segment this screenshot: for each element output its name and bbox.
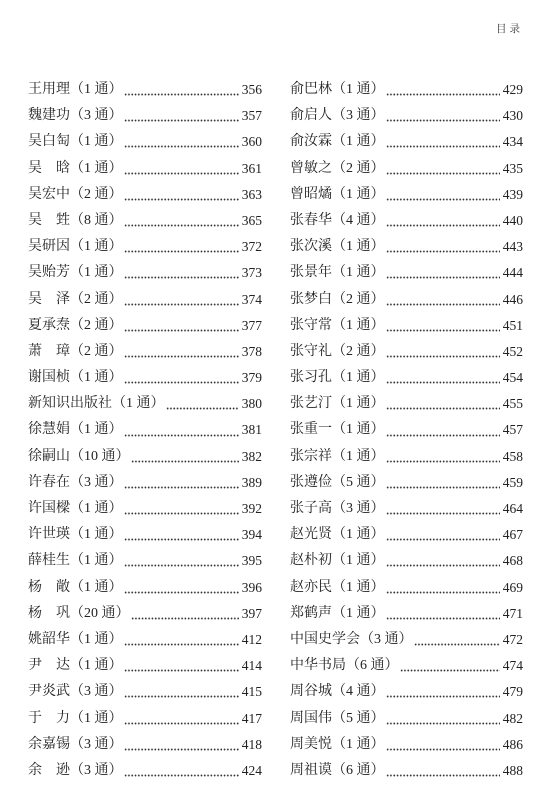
entry-page-number: 471 [502,605,523,621]
dot-leader [124,355,239,358]
entry-name: 吴白匋 [28,134,70,150]
index-entry [28,470,262,496]
index-entry [28,444,262,470]
dot-leader [124,512,239,515]
entry-page-number: 468 [502,553,523,569]
entry-letter-count: （3 通） [70,762,123,778]
entry-letter-count: （6 通） [332,762,385,778]
entry-name: 徐嗣山 [28,448,70,464]
entry-name: 周美悦 [290,736,332,752]
dot-leader [386,434,500,437]
dot-leader [386,145,500,148]
entry-name: 张遵俭 [290,474,332,490]
entry-name: 魏建功 [28,108,70,124]
entry-letter-count: （3 通） [332,501,385,516]
entry-name: 张春华 [290,212,332,228]
index-entry [290,260,523,286]
index-entry [290,77,523,103]
entry-letter-count: （3 通） [70,108,123,124]
dot-leader [124,591,239,594]
entry-page-number: 356 [241,82,262,97]
dot-leader [386,329,500,332]
entry-page-number: 360 [241,134,262,150]
entry-page-number: 389 [241,474,262,490]
dot-leader [386,407,500,410]
entry-name: 张景年 [290,265,332,281]
entry-name: 张守常 [290,317,332,333]
entry-letter-count: （2 通） [332,291,385,307]
dot-leader [386,617,500,620]
dot-leader [400,669,500,672]
dot-leader [124,774,239,777]
index-entry [28,103,262,129]
entry-page-number: 455 [502,396,523,412]
entry-page-number: 446 [502,291,523,307]
index-entry [290,732,523,758]
entry-page-number: 457 [502,422,523,438]
entry-letter-count: （1 通） [332,579,385,595]
entry-letter-count: （6 通） [346,658,399,674]
dot-leader [124,486,239,489]
dot-leader [386,695,500,698]
entry-name: 张梦白 [290,291,332,307]
index-entry [28,156,262,182]
dot-leader [124,538,239,541]
entry-name: 王用理 [28,82,70,97]
entry-page-number: 392 [241,501,262,516]
dot-leader [386,538,500,541]
entry-page-number: 357 [241,108,262,124]
entry-name: 吴 泽 [28,291,70,307]
entry-page-number: 488 [502,762,523,778]
entry-letter-count: （1 通） [332,370,385,386]
entry-letter-count: （20 通） [70,605,130,621]
entry-name: 许春在 [28,474,70,490]
entry-page-number: 380 [241,396,262,412]
index-entry [28,601,262,627]
entry-name: 吴宏中 [28,186,70,202]
dot-leader [124,748,239,751]
index-entry [28,208,262,234]
entry-page-number: 454 [502,370,523,386]
dot-leader [124,250,239,253]
entry-letter-count: （1 通） [332,317,385,333]
entry-name: 周祖谟 [290,762,332,778]
entry-letter-count: （2 通） [70,186,123,202]
dot-leader [386,93,500,96]
entry-page-number: 434 [502,134,523,150]
index-entry [28,234,262,260]
entry-name: 周谷城 [290,684,332,700]
index-entry [28,182,262,208]
entry-name: 吴 晗 [28,160,70,176]
entry-letter-count: （1 通） [112,396,165,412]
entry-name: 俞汝霖 [290,134,332,150]
entry-letter-count: （4 通） [332,684,385,700]
index-entry [290,522,523,548]
entry-page-number: 458 [502,448,523,464]
entry-letter-count: （3 通） [70,736,123,752]
dot-leader [386,486,500,489]
entry-page-number: 469 [502,579,523,595]
index-entry [28,129,262,155]
entry-letter-count: （2 通） [70,291,123,307]
entry-page-number: 412 [241,631,262,647]
entry-letter-count: （1 通） [332,736,385,752]
dot-leader [386,722,500,725]
entry-page-number: 440 [502,212,523,228]
index-entry [290,496,523,522]
right-column [290,77,523,784]
dot-leader [386,460,500,463]
entry-letter-count: （1 通） [332,265,385,281]
dot-leader [124,303,239,306]
dot-leader [124,276,239,279]
dot-leader [124,198,239,201]
dot-leader [386,119,500,122]
dot-leader [386,276,500,279]
dot-leader [124,224,239,227]
index-entry [290,601,523,627]
entry-name: 张次溪 [290,239,332,255]
index-entry [290,575,523,601]
dot-leader [386,512,500,515]
entry-letter-count: （1 通） [332,422,385,438]
dot-leader [124,434,239,437]
entry-name: 于 力 [28,710,70,726]
index-entry [28,496,262,522]
index-entry [290,679,523,705]
dot-leader [124,643,239,646]
index-entry [290,365,523,391]
dot-leader [124,722,239,725]
entry-letter-count: （1 通） [70,658,123,674]
dot-leader [386,198,500,201]
entry-letter-count: （1 通） [70,579,123,595]
dot-leader [386,381,500,384]
entry-letter-count: （1 通） [70,239,123,255]
entry-page-number: 452 [502,343,523,359]
index-entry [290,417,523,443]
dot-leader [386,224,500,227]
entry-name: 尹 达 [28,658,70,674]
entry-letter-count: （3 通） [332,108,385,124]
entry-letter-count: （2 通） [332,343,385,359]
entry-page-number: 479 [502,684,523,700]
entry-name: 尹炎武 [28,684,70,700]
entry-page-number: 374 [241,291,262,307]
dot-leader [386,748,500,751]
index-entry [290,627,523,653]
entry-name: 张宗祥 [290,448,332,464]
dot-leader [124,695,239,698]
dot-leader [124,564,239,567]
index-entry [290,313,523,339]
index-entry [28,417,262,443]
index-entry [28,260,262,286]
index-entry [28,575,262,601]
entry-letter-count: （2 通） [332,160,385,176]
entry-letter-count: （1 通） [332,82,385,97]
index-entry [28,313,262,339]
dot-leader [124,172,239,175]
entry-page-number: 429 [502,82,523,97]
entry-page-number: 464 [502,501,523,516]
left-column [28,77,262,784]
entry-name: 萧 璋 [28,343,70,359]
entry-page-number: 361 [241,160,262,176]
index-entry [28,339,262,365]
entry-page-number: 482 [502,710,523,726]
index-entry [290,470,523,496]
entry-letter-count: （1 通） [332,134,385,150]
entry-page-number: 415 [241,684,262,700]
entry-name: 杨 巩 [28,605,70,621]
entry-page-number: 430 [502,108,523,124]
entry-letter-count: （1 通） [70,710,123,726]
entry-name: 余嘉锡 [28,736,70,752]
entry-page-number: 417 [241,710,262,726]
dot-leader [386,591,500,594]
entry-letter-count: （8 通） [70,212,123,228]
entry-letter-count: （1 通） [332,605,385,621]
dot-leader [386,355,500,358]
entry-name: 杨 敞 [28,579,70,595]
entry-letter-count: （1 通） [70,370,123,386]
index-entry [290,103,523,129]
entry-page-number: 396 [241,579,262,595]
entry-name: 姚韶华 [28,631,70,647]
entry-letter-count: （1 通） [332,553,385,569]
entry-page-number: 472 [502,631,523,647]
entry-name: 曾昭燏 [290,186,332,202]
page-header-title: 目录 [496,23,523,35]
entry-page-number: 467 [502,527,523,543]
entry-page-number: 382 [241,448,262,464]
entry-page-number: 373 [241,265,262,281]
index-entry [28,287,262,313]
index-entry [290,339,523,365]
dot-leader [124,381,239,384]
index-entry [290,234,523,260]
index-entry [28,365,262,391]
entry-page-number: 379 [241,370,262,386]
index-entry [290,156,523,182]
entry-page-number: 439 [502,186,523,202]
entry-name: 吴贻芳 [28,265,70,281]
dot-leader [131,617,239,620]
dot-leader [166,407,239,410]
entry-name: 曾敏之 [290,160,332,176]
index-entry [28,653,262,679]
entry-page-number: 395 [241,553,262,569]
entry-name: 许世瑛 [28,527,70,543]
entry-page-number: 435 [502,160,523,176]
entry-name: 谢国桢 [28,370,70,386]
entry-name: 余 逊 [28,762,70,778]
entry-page-number: 397 [241,605,262,621]
entry-page-number: 365 [241,212,262,228]
entry-page-number: 377 [241,317,262,333]
entry-letter-count: （10 通） [70,448,130,464]
entry-name: 夏承焘 [28,317,70,333]
entry-name: 俞启人 [290,108,332,124]
entry-page-number: 444 [502,265,523,281]
entry-name: 俞巴林 [290,82,332,97]
entry-page-number: 474 [502,658,523,674]
index-entry [28,548,262,574]
index-entry [28,706,262,732]
entry-letter-count: （1 通） [332,186,385,202]
index-entry [28,391,262,417]
entry-name: 赵光贤 [290,527,332,543]
entry-name: 薛桂生 [28,553,70,569]
index-entry [28,627,262,653]
entry-page-number: 451 [502,317,523,333]
entry-letter-count: （4 通） [332,212,385,228]
dot-leader [124,329,239,332]
entry-page-number: 372 [241,239,262,255]
dot-leader [124,669,239,672]
dot-leader [386,774,500,777]
index-entry [290,548,523,574]
index-entry [290,129,523,155]
index-entry [290,391,523,417]
dot-leader [131,460,239,463]
entry-page-number: 414 [241,658,262,674]
entry-letter-count: （1 通） [332,239,385,255]
entry-name: 郑鹤声 [290,605,332,621]
index-entry [28,679,262,705]
entry-name: 赵亦民 [290,579,332,595]
index-entry [290,208,523,234]
entry-name: 新知识出版社 [28,396,112,412]
dot-leader [124,93,239,96]
entry-name: 中国史学会 [290,631,360,647]
index-entry [290,653,523,679]
dot-leader [124,119,239,122]
dot-leader [124,145,239,148]
entry-page-number: 424 [241,762,262,778]
entry-letter-count: （1 通） [70,82,123,97]
entry-letter-count: （1 通） [70,160,123,176]
dot-leader [386,564,500,567]
index-entry [28,758,262,784]
entry-name: 张子高 [290,501,332,516]
entry-letter-count: （1 通） [70,501,123,516]
entry-name: 许国樑 [28,501,70,516]
entry-letter-count: （5 通） [332,710,385,726]
entry-letter-count: （1 通） [70,422,123,438]
dot-leader [414,643,500,646]
entry-name: 徐慧娟 [28,422,70,438]
index-entry [28,732,262,758]
index-entry [290,706,523,732]
entry-letter-count: （1 通） [332,396,385,412]
entry-page-number: 486 [502,736,523,752]
entry-letter-count: （3 通） [360,631,413,647]
entry-letter-count: （1 通） [332,527,385,543]
entry-letter-count: （1 通） [70,631,123,647]
entry-name: 中华书局 [290,658,346,674]
entry-name: 周国伟 [290,710,332,726]
entry-page-number: 378 [241,343,262,359]
entry-letter-count: （1 通） [70,527,123,543]
entry-page-number: 381 [241,422,262,438]
entry-name: 吴研因 [28,239,70,255]
entry-name: 吴 甡 [28,212,70,228]
index-entry [28,522,262,548]
entry-name: 张重一 [290,422,332,438]
index-entry [290,287,523,313]
entry-letter-count: （2 通） [70,317,123,333]
index-entry [28,77,262,103]
entry-letter-count: （3 通） [70,684,123,700]
entry-letter-count: （5 通） [332,474,385,490]
entry-letter-count: （1 通） [70,265,123,281]
entry-page-number: 418 [241,736,262,752]
dot-leader [386,303,500,306]
entry-name: 张守礼 [290,343,332,359]
index-entry [290,758,523,784]
dot-leader [386,250,500,253]
dot-leader [386,172,500,175]
entry-letter-count: （2 通） [70,343,123,359]
entry-name: 张习孔 [290,370,332,386]
index-entry [290,444,523,470]
entry-letter-count: （3 通） [70,474,123,490]
index-entry [290,182,523,208]
entry-name: 赵朴初 [290,553,332,569]
entry-letter-count: （1 通） [70,553,123,569]
entry-page-number: 394 [241,527,262,543]
entry-letter-count: （1 通） [70,134,123,150]
entry-letter-count: （1 通） [332,448,385,464]
entry-page-number: 459 [502,474,523,490]
entry-name: 张艺汀 [290,396,332,412]
entry-page-number: 363 [241,186,262,202]
entry-page-number: 443 [502,239,523,255]
